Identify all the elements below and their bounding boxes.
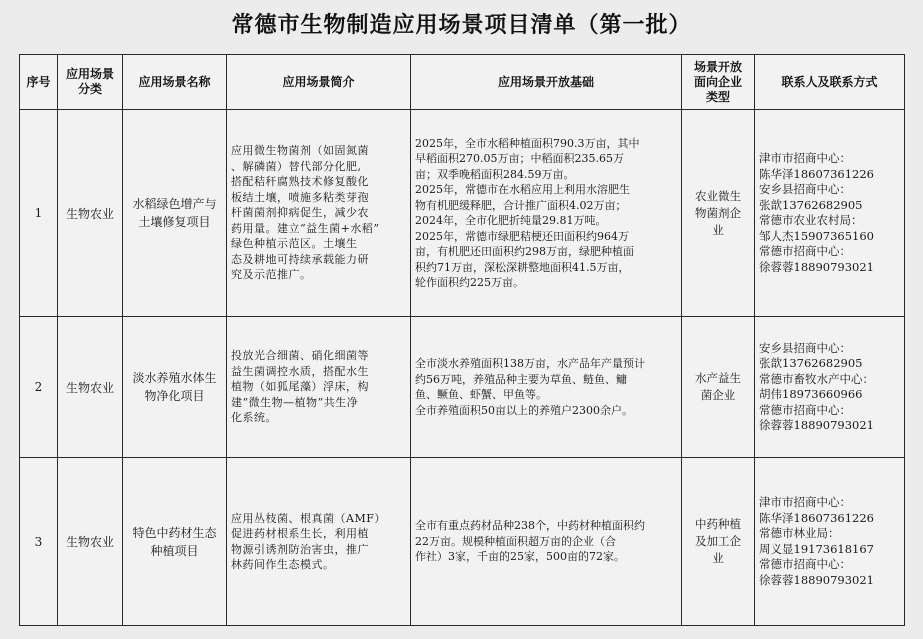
document-title: 常德市生物制造应用场景项目清单（第一批） xyxy=(231,13,692,38)
header-enterprise-line: 面向企业 xyxy=(693,74,742,89)
basis-line: 作社）3家，千亩的25家，500亩的72家。 xyxy=(415,550,625,564)
basis-line: 全市养殖面积50亩以上的养殖户2300余户。 xyxy=(415,403,633,417)
basis-line: 轮作面积约225万亩。 xyxy=(415,276,524,289)
contact-line: 常德市招商中心： xyxy=(759,244,851,258)
intro-line: 促进药材根系生长，利用植 xyxy=(231,527,369,540)
contact-line: 徐蓉蓉18890793021 xyxy=(759,259,874,274)
contact-line: 张歆13762682905 xyxy=(759,197,863,212)
name-line: 土壤修复项目 xyxy=(138,215,211,229)
cell-no: 3 xyxy=(20,458,58,626)
basis-line: 22万亩。规模种植面积超万亩的企业（合 xyxy=(415,534,616,548)
cell-basis xyxy=(411,458,682,626)
basis-line: 积约71万亩，深松深耕整地面积41.5万亩， xyxy=(415,260,630,274)
header-enterprise-line: 场景开放 xyxy=(693,59,742,74)
cell-name xyxy=(123,317,227,458)
enterprise-line: 及加工企 xyxy=(695,534,741,548)
header-enterprise xyxy=(682,55,755,110)
contact-line: 安乡县招商中心： xyxy=(759,182,851,196)
basis-line: 鱼、鳜鱼、虾蟹、甲鱼等。 xyxy=(415,388,547,401)
basis-line: 2025年，常德市绿肥秸梗还田面积约964万 xyxy=(415,229,629,243)
name-line: 种植项目 xyxy=(150,543,199,558)
cell-no: 1 xyxy=(20,110,58,317)
header-no: 序号 xyxy=(20,55,58,110)
cell-intro xyxy=(227,458,411,626)
header-name: 应用场景名称 xyxy=(123,55,227,110)
basis-line: 早稻面积270.05万亩；中稻面积235.65万 xyxy=(415,152,624,165)
cell-name xyxy=(123,110,227,317)
intro-line: 究及示范推广。 xyxy=(231,268,312,282)
intro-line: 物源引诱剂防治害虫，推广 xyxy=(231,542,369,556)
cell-name xyxy=(123,458,227,626)
table-row xyxy=(20,317,905,458)
contact-line: 常德市畜牧水产中心： xyxy=(759,371,874,386)
intro-line: 应用丛枝菌、根真菌（AMF） xyxy=(231,511,386,525)
basis-line: 全市淡水养殖面积138万亩，水产品年产量预计 xyxy=(415,357,645,370)
contact-line: 安乡县招商中心： xyxy=(759,340,851,355)
contact-line: 常德市林业局： xyxy=(759,526,840,540)
cell-basis xyxy=(411,110,682,317)
header-basis: 应用场景开放基础 xyxy=(411,55,682,110)
name-line: 水稻绿色增产与 xyxy=(132,197,217,211)
cell-enterprise xyxy=(682,458,755,626)
name-line: 特色中药材生态 xyxy=(132,525,217,540)
basis-line: 约56万吨，养殖品种主要为草鱼、鲢鱼、鳙 xyxy=(415,372,627,386)
contact-line: 常德市农业农村局： xyxy=(759,213,863,227)
intro-line: 态及耕地可持续承载能力研 xyxy=(231,252,369,266)
project-list-table xyxy=(19,54,905,626)
intro-line: 植物（如狐尾藻）浮床，构 xyxy=(231,380,369,394)
intro-line: 搭配秸秆腐熟技术修复酸化 xyxy=(231,175,369,189)
contact-line: 常德市招商中心： xyxy=(759,557,851,571)
basis-line: 物有机肥缓释肥，合计推广面积4.02万亩； xyxy=(415,198,627,212)
intro-line: 投放光合细菌、硝化细菌等 xyxy=(231,349,369,363)
intro-line: 杆菌菌剂抑病促生，减少农 xyxy=(231,206,369,220)
enterprise-line: 物菌剂企 xyxy=(695,205,741,220)
basis-line: 2025年，常德市在水稻应用上利用水溶肥生 xyxy=(415,183,630,196)
contact-line: 陈华泽18607361226 xyxy=(759,166,874,181)
intro-line: 建“微生物—植物”共生净 xyxy=(231,395,359,409)
table-row xyxy=(20,110,905,317)
enterprise-line: 水产益生 xyxy=(695,371,741,385)
contact-line: 徐蓉蓉18890793021 xyxy=(759,572,874,587)
enterprise-line: 农业微生 xyxy=(695,188,741,203)
name-line: 淡水养殖水体生 xyxy=(132,371,217,385)
cell-contact xyxy=(755,458,905,626)
cell-intro xyxy=(227,317,411,458)
contact-line: 陈华泽18607361226 xyxy=(759,510,874,525)
cell-no: 2 xyxy=(20,317,58,458)
cell-category: 生物农业 xyxy=(58,317,123,458)
intro-line: 林药间作生态模式。 xyxy=(231,558,335,571)
basis-line: 亩；双季晚稻面积284.59万亩。 xyxy=(415,167,575,181)
contact-line: 常德市招商中心： xyxy=(759,402,851,417)
cell-intro xyxy=(227,110,411,317)
enterprise-line: 菌企业 xyxy=(700,388,736,402)
cell-category: 生物农业 xyxy=(58,458,123,626)
name-line: 物净化项目 xyxy=(144,389,205,403)
cell-basis xyxy=(411,317,682,458)
enterprise-line: 业 xyxy=(712,222,724,237)
header-category-line: 分类 xyxy=(77,82,102,96)
contact-line: 徐蓉蓉18890793021 xyxy=(759,418,874,432)
table-row xyxy=(20,458,905,626)
intro-line: 、解磷菌）替代部分化肥, xyxy=(231,159,362,173)
intro-line: 化系统。 xyxy=(231,411,277,425)
contact-line: 津市市招商中心： xyxy=(759,495,851,509)
header-contact: 联系人及联系方式 xyxy=(755,55,905,110)
basis-line: 全市有重点药材品种238个，中药材种植面积约 xyxy=(415,519,645,533)
intro-line: 益生菌调控水质，搭配水生 xyxy=(231,364,369,378)
cell-category: 生物农业 xyxy=(58,110,123,317)
basis-line: 2025年，全市水稻种植面积790.3万亩，其中 xyxy=(415,136,640,150)
basis-line: 亩，有机肥还田面积约298万亩，绿肥种植面 xyxy=(415,245,634,258)
intro-line: 药用量。建立“益生菌+水稻” xyxy=(231,221,380,235)
cell-contact xyxy=(755,317,905,458)
contact-line: 津市市招商中心： xyxy=(759,151,851,165)
header-intro: 应用场景简介 xyxy=(227,55,411,110)
table-header-row xyxy=(20,55,905,110)
contact-line: 邹人杰15907365160 xyxy=(759,228,874,243)
intro-line: 板结土壤，喷施多粘类芽孢 xyxy=(231,190,369,204)
header-category-line: 应用场景 xyxy=(65,67,114,81)
intro-line: 绿色种植示范区。土壤生 xyxy=(231,237,358,251)
cell-enterprise xyxy=(682,317,755,458)
contact-line: 胡伟18973660966 xyxy=(759,387,863,401)
header-enterprise-line: 类型 xyxy=(705,89,730,104)
cell-enterprise xyxy=(682,110,755,317)
contact-line: 周义显19173618167 xyxy=(759,541,874,556)
enterprise-line: 业 xyxy=(712,551,724,565)
enterprise-line: 中药种植 xyxy=(695,517,741,531)
basis-line: 2024年，全市化肥折纯量29.81万吨。 xyxy=(415,214,607,227)
cell-contact xyxy=(755,110,905,317)
intro-line: 应用微生物菌剂（如固氮菌 xyxy=(231,144,369,158)
header-category xyxy=(58,55,123,110)
contact-line: 张歆13762682905 xyxy=(759,356,863,370)
